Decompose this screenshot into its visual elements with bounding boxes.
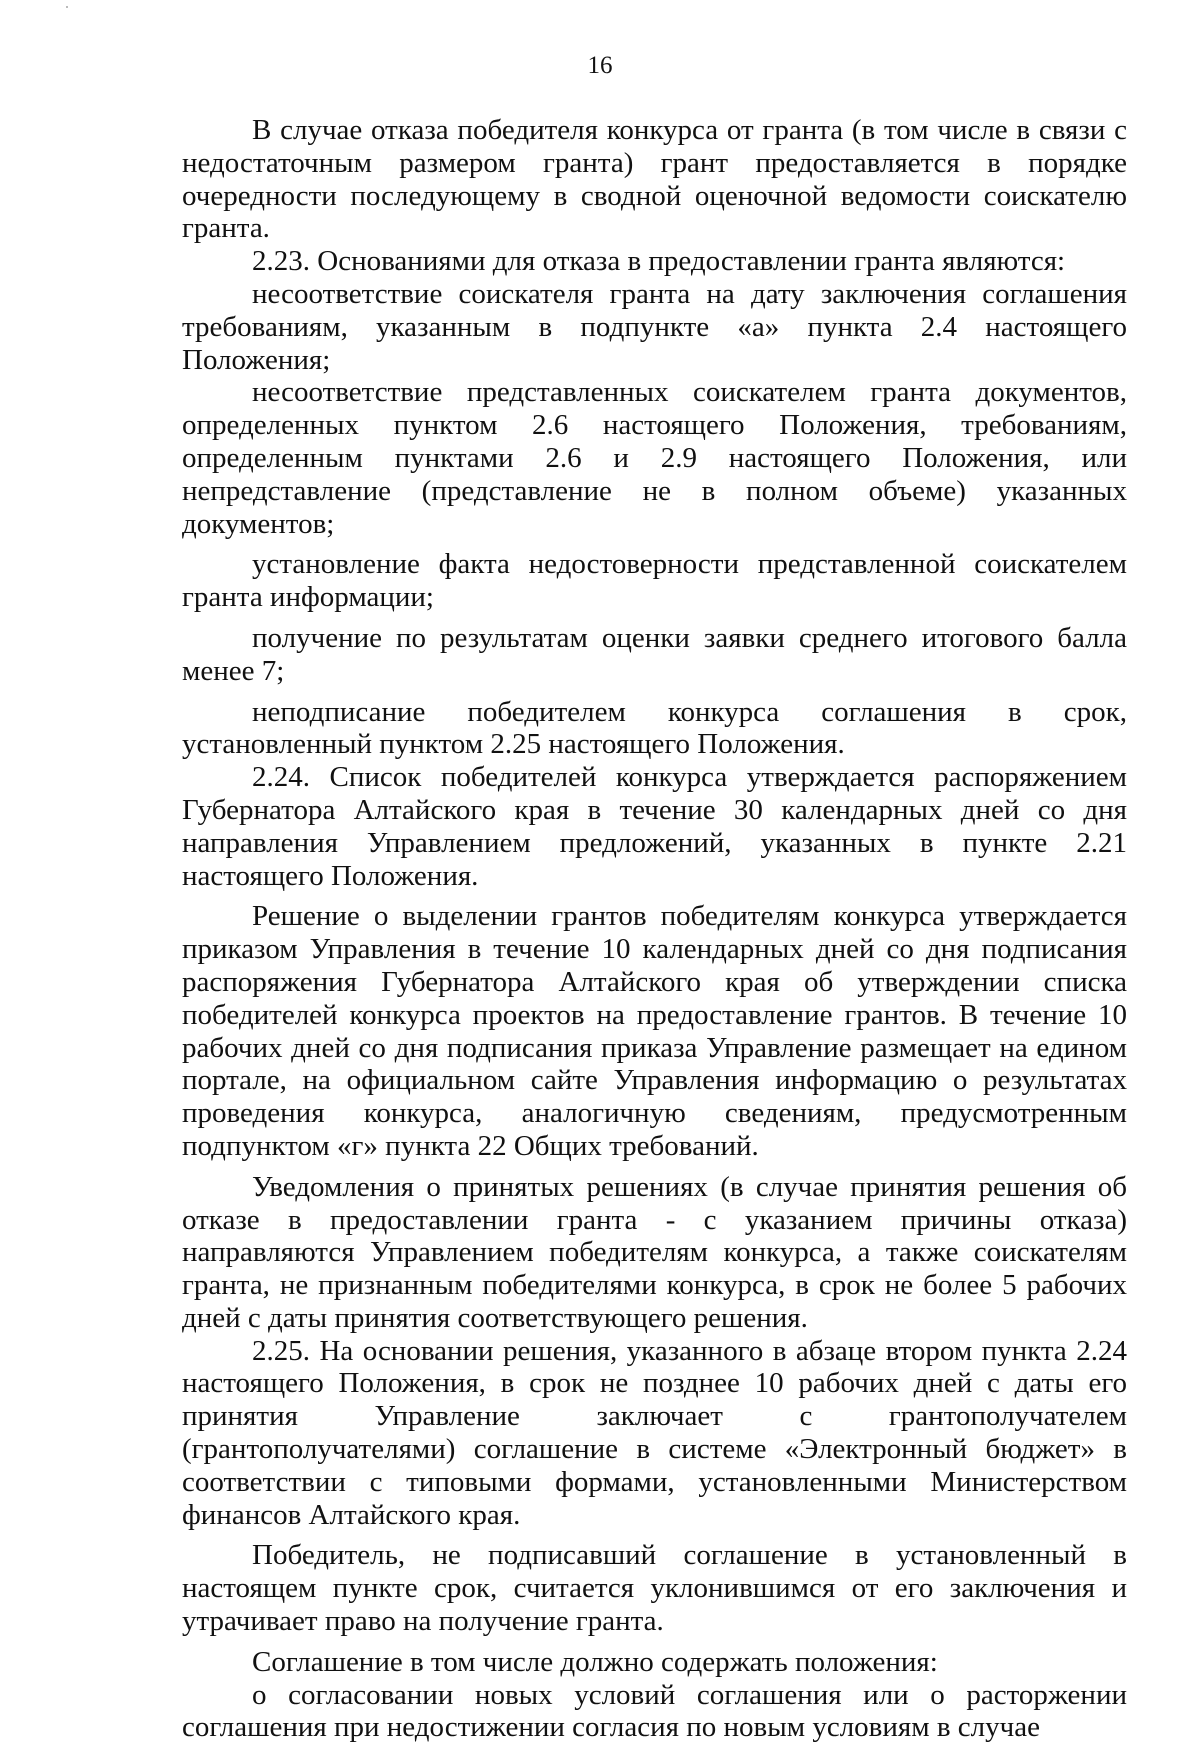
paragraph-reason-not-signed: неподписание победителем конкурса соглашения в срок, установленный пунктом 2.25 настоящего Положения.	[182, 695, 1127, 761]
paragraph-2-24-winners-list: 2.24. Список победителей конкурса утверждается распоряжением Губернатора Алтайского края в течение 30 календарных дней со дня направления Управлением предложений, указанных в пункте 2.21 настоящего Положения.	[182, 761, 1127, 892]
paragraph-grant-decision: Решение о выделении грантов победителям конкурса утверждается приказом Управления в течение 10 календарных дней со дня подписания распоряжения Губернатора Алтайского края об утверждении списка победителей конкурса проектов на предоставление грантов. В течение 10 рабочих дней со дня подписания приказа Управление размещает на едином портале, на официальном сайте Управления информацию о результатах проведения конкурса, аналогичную сведениям, предусмотренным подпунктом «г» пункта 22 Общих требований.	[182, 900, 1127, 1162]
paragraph-agreement-contents: Соглашение в том числе должно содержать положения:	[252, 1645, 938, 1678]
paragraph-new-conditions: о согласовании новых условий соглашения или о расторжении соглашения при недостижении согласия по новым условиям в случае	[182, 1678, 1127, 1744]
document-body	[182, 114, 1127, 1744]
paragraph-reason-noncompliance-documents: несоответствие представленных соискателем гранта документов, определенных пунктом 2.6 настоящего Положения, требованиям, определенным пунктами 2.6 и 2.9 настоящего Положения, или непредставление (представление не в полном объеме) указанных документов;	[182, 376, 1127, 540]
paragraph-reason-low-score: получение по результатам оценки заявки среднего итогового балла менее 7;	[182, 621, 1127, 687]
paragraph-2-23-heading: 2.23. Основаниями для отказа в предоставлении гранта являются:	[252, 245, 1066, 278]
paragraph-reason-false-information: установление факта недостоверности представленной соискателем гранта информации;	[182, 548, 1127, 614]
paragraph-2-25-agreement: 2.25. На основании решения, указанного в абзаце втором пункта 2.24 настоящего Положения, в срок не позднее 10 рабочих дней с даты его принятия Управление заключает с грантополучателем (грантополучателями) соглашение в системе «Электронный бюджет» в соответствии с типовыми формами, установленными Министерством финансов Алтайского края.	[182, 1334, 1127, 1531]
paragraph-refusal-of-grant: В случае отказа победителя конкурса от гранта (в том числе в связи с недостаточным размером гранта) грант предоставляется в порядке очередности последующему в сводной оценочной ведомости соискателю гранта.	[182, 114, 1127, 245]
paragraph-reason-noncompliance-applicant: несоответствие соискателя гранта на дату заключения соглашения требованиям, указанным в подпункте «а» пункта 2.4 настоящего Положения;	[182, 277, 1127, 376]
page-number: 16	[587, 52, 613, 79]
paragraph-notifications: Уведомления о принятых решениях (в случае принятия решения об отказе в предоставлении гранта - с указанием причины отказа) направляются Управлением победителям конкурса, а также соискателям гранта, не признанным победителями конкурса, в срок не более 5 рабочих дней с даты принятия соответствующего решения.	[182, 1170, 1127, 1334]
paragraph-winner-not-signed: Победитель, не подписавший соглашение в установленный в настоящем пункте срок, считается уклонившимся от его заключения и утрачивает право на получение гранта.	[182, 1539, 1127, 1638]
scan-dot	[66, 6, 68, 8]
